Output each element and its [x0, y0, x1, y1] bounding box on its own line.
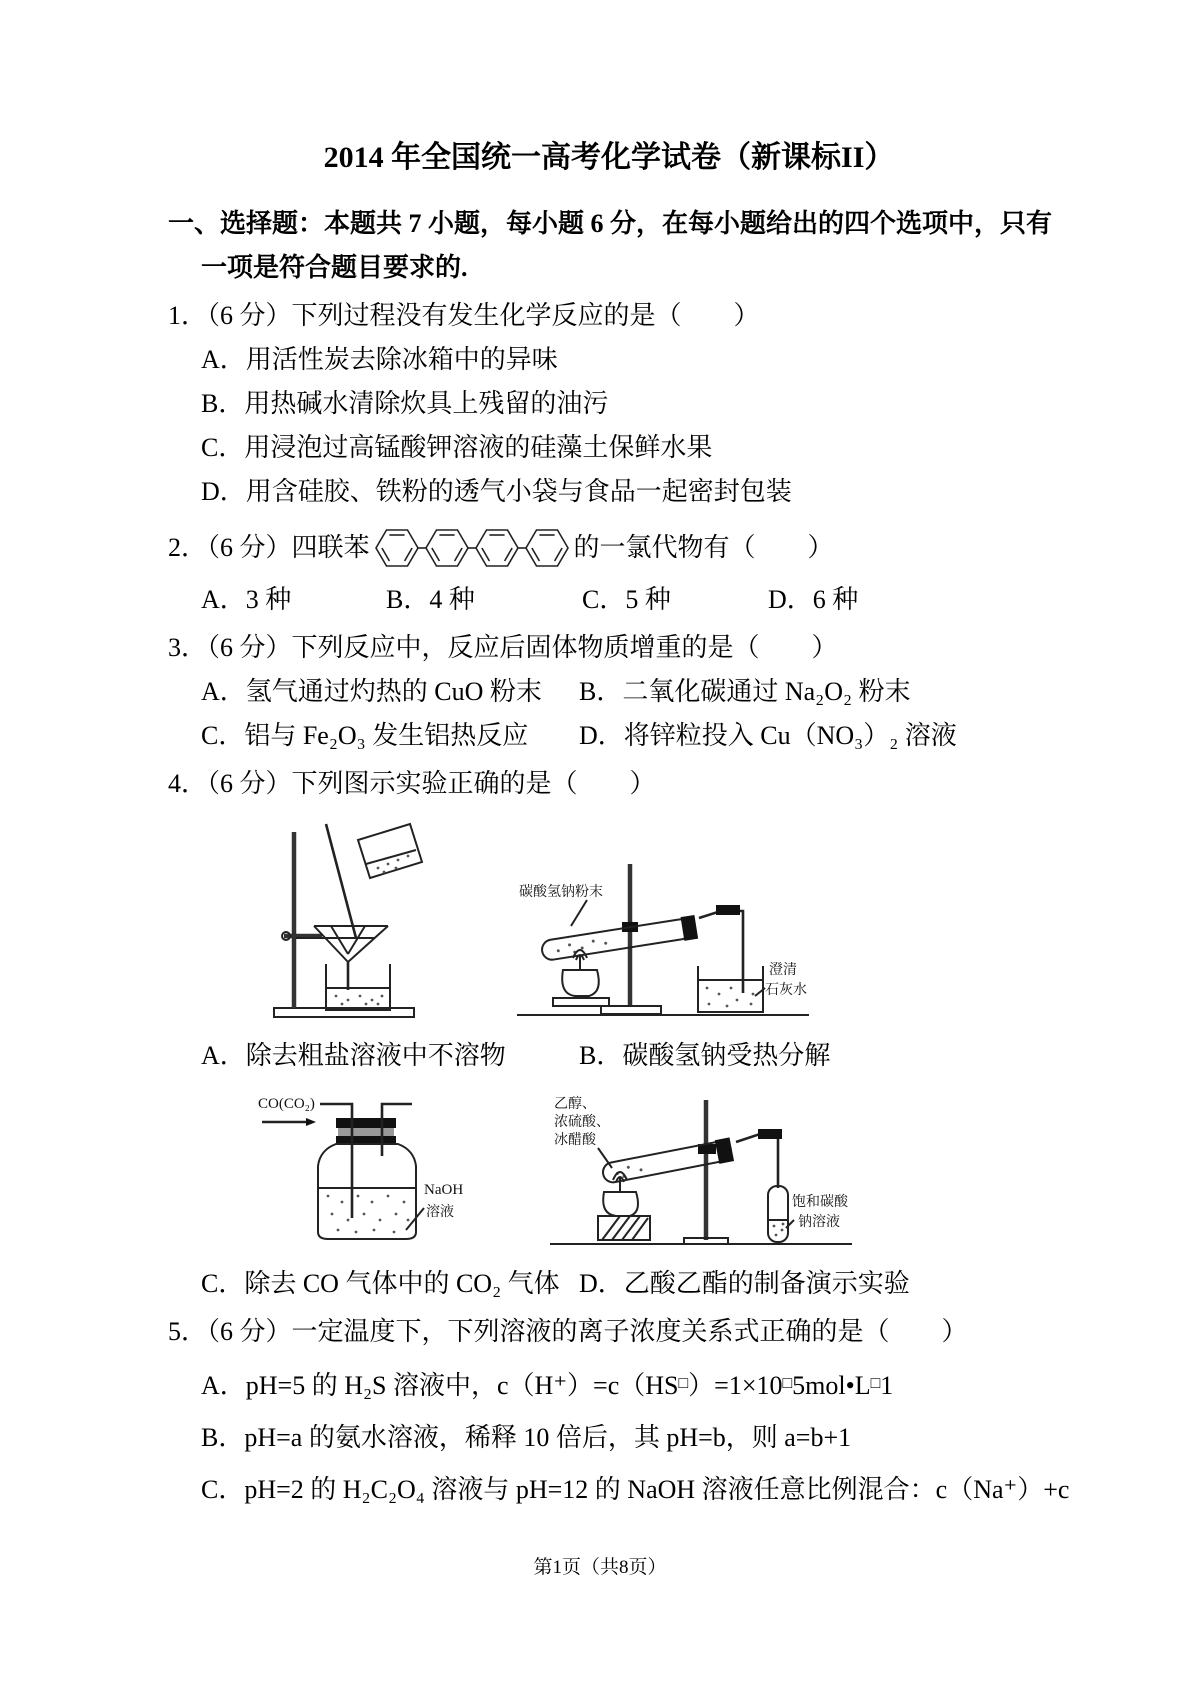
- question-3-option-a: A．氢气通过灼热的 CuO 粉末: [201, 677, 542, 706]
- question-3-options-row1: [168, 670, 1100, 714]
- question-3-option-d: D．将锌粒投入 Cu（NO₃）₂ 溶液: [579, 721, 957, 750]
- question-5-option-a-text1: A．pH=5 的 H₂S 溶液中，c（H⁺）=c（HS: [201, 1371, 679, 1400]
- question-2-option-b: B．4 种: [386, 585, 475, 614]
- question-1-option-c: C．用浸泡过高锰酸钾溶液的硅藻土保鲜水果: [201, 433, 713, 462]
- limewater-label-line1: 澄清: [769, 963, 797, 978]
- section-heading-line1: 一、选择题：本题共 7 小题，每小题 6 分，在每小题给出的四个选项中，只有: [168, 209, 1053, 238]
- reagents-label-line3: 冰醋酸: [554, 1133, 596, 1148]
- question-2-option-d: D．6 种: [768, 585, 859, 614]
- sodium-bicarbonate-powder-label: 碳酸氢钠粉末: [519, 885, 603, 900]
- question-4-caption-b: B．碳酸氢钠受热分解: [579, 1041, 831, 1070]
- gas-washing-bottle-diagram: [254, 1092, 514, 1250]
- question-5-option-a-text3: 5mol•L: [792, 1371, 871, 1400]
- question-4-diagrams-row1: [168, 812, 1100, 1026]
- question-2-stem-prefix: 2．（6 分）四联苯: [168, 533, 370, 562]
- limewater-label-line2: 石灰水: [765, 983, 807, 998]
- question-5-option-b: B．pH=a 的氨水溶液，稀释 10 倍后，其 pH=b，则 a=b+1: [201, 1423, 852, 1452]
- naoh-solution-label-line1: NaOH: [424, 1182, 464, 1198]
- reagents-label-line1: 乙醇、: [554, 1097, 596, 1112]
- question-3-option-b: B．二氧化碳通过 Na₂O₂ 粉末: [579, 677, 911, 706]
- question-1-option-a: A．用活性炭去除冰箱中的异味: [201, 345, 558, 374]
- question-2-options: [168, 578, 1100, 622]
- question-5-option-a-text4: 1: [880, 1371, 894, 1400]
- question-2-option-c: C．5 种: [582, 585, 671, 614]
- question-4-diagrams-row2: [168, 1088, 1100, 1254]
- question-1-option-b: B．用热碱水清除炊具上残留的油污: [201, 389, 609, 418]
- section-heading-line2: 一项是符合题目要求的.: [201, 253, 468, 282]
- gas-inlet-label: CO(CO₂): [258, 1096, 315, 1112]
- question-4-caption-d: D．乙酸乙酯的制备演示实验: [579, 1269, 910, 1298]
- bicarbonate-decomposition-diagram: [513, 858, 813, 1023]
- question-2-stem-suffix: 的一氯代物有（ ）: [573, 533, 834, 562]
- question-3-stem: 3．（6 分）下列反应中，反应后固体物质增重的是（ ）: [168, 633, 838, 662]
- saturated-sodium-carbonate-label-line2: 钠溶液: [798, 1215, 840, 1230]
- question-4-caption-c: C．除去 CO 气体中的 CO₂ 气体: [201, 1269, 560, 1298]
- question-5-option-a: [168, 1362, 1100, 1408]
- missing-glyph-box: □: [782, 1375, 793, 1392]
- missing-glyph-box: □: [870, 1375, 881, 1392]
- question-1-option-d: D．用含硅胶、铁粉的透气小袋与食品一起密封包装: [201, 477, 792, 506]
- page-number-footer: 第1页（共8页）: [533, 1557, 667, 1578]
- saturated-sodium-carbonate-label-line1: 饱和碳酸: [792, 1195, 848, 1210]
- question-3-options-row2: [168, 714, 1100, 758]
- missing-glyph-box: □: [678, 1375, 689, 1392]
- question-5-stem: 5．（6 分）一定温度下，下列溶液的离子浓度关系式正确的是（ ）: [168, 1317, 968, 1346]
- question-4-stem: 4．（6 分）下列图示实验正确的是（ ）: [168, 769, 656, 798]
- question-4-captions-cd: [168, 1262, 1100, 1306]
- naoh-solution-label-line2: 溶液: [426, 1205, 454, 1220]
- question-2-stem: [168, 518, 1100, 578]
- quaterphenyl-structure-image: [372, 519, 572, 577]
- page-title: 2014 年全国统一高考化学试卷（新课标II）: [323, 141, 895, 174]
- question-1-stem: 1．（6 分）下列过程没有发生化学反应的是（ ）: [168, 301, 760, 330]
- question-4-captions-ab: [168, 1034, 1100, 1078]
- question-3-option-c: C．铝与 Fe₂O₃ 发生铝热反应: [201, 721, 529, 750]
- reagents-label-line2: 浓硫酸、: [554, 1115, 610, 1130]
- question-5-option-a-text2: ）=1×10: [688, 1371, 783, 1400]
- question-4-caption-a: A．除去粗盐溶液中不溶物: [201, 1041, 506, 1070]
- filtration-apparatus-diagram: [256, 812, 436, 1024]
- question-5-option-c: C．pH=2 的 H₂C₂O₄ 溶液与 pH=12 的 NaOH 溶液任意比例混合：c（Na⁺）+c: [201, 1475, 1070, 1504]
- ethyl-acetate-preparation-diagram: [546, 1092, 856, 1252]
- question-2-option-a: A．3 种: [201, 585, 292, 614]
- exam-content: [168, 132, 1100, 1512]
